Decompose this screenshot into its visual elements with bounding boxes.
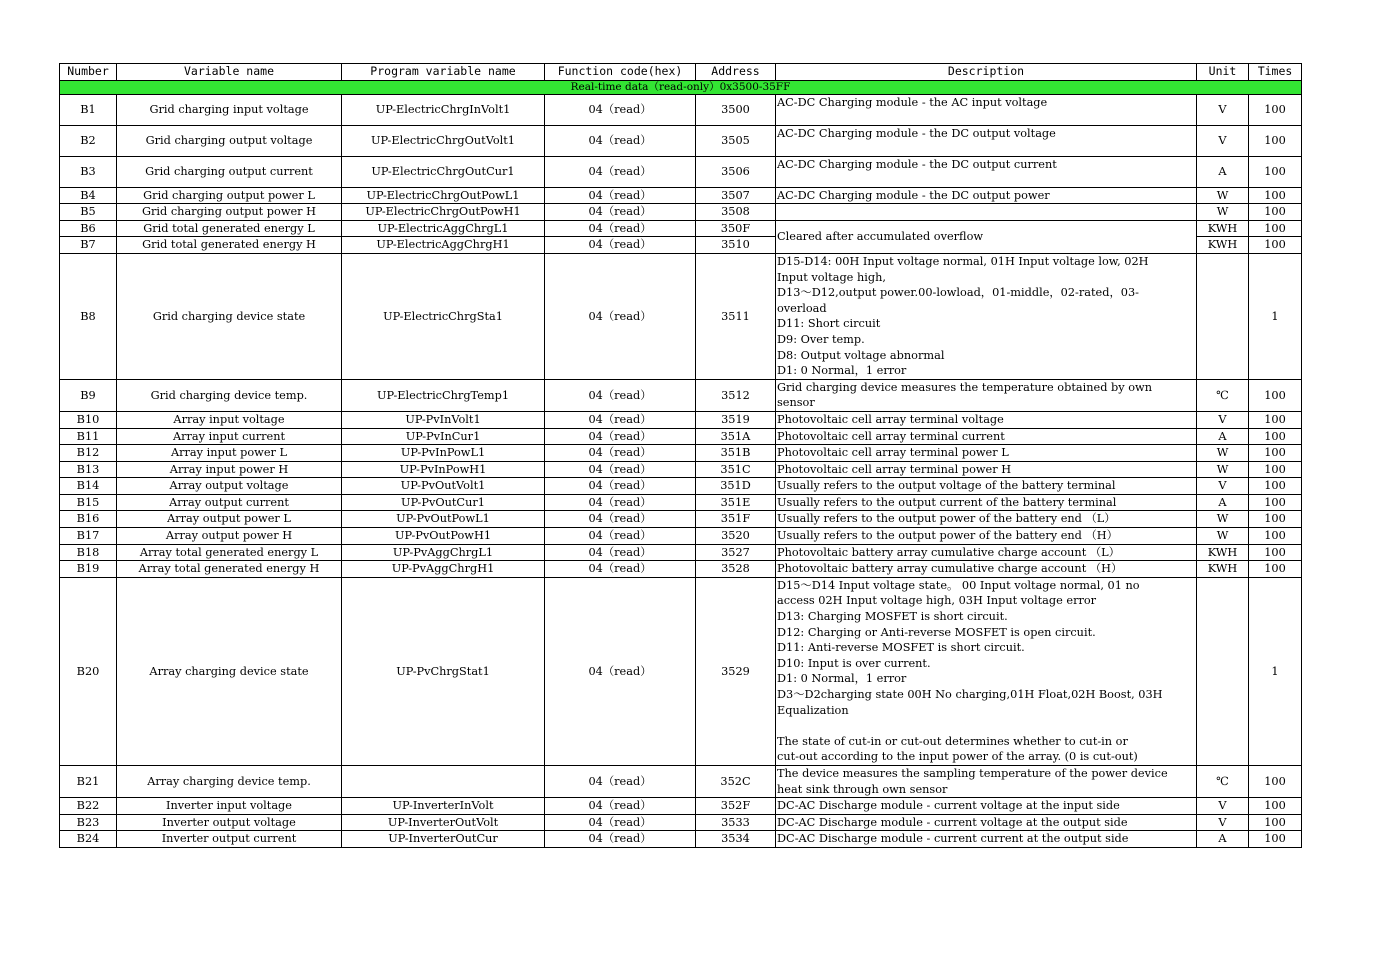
description-line: D11: Short circuit (777, 317, 881, 331)
cell-unit (1197, 577, 1249, 765)
cell-program-variable: UP-PvAggChrgH1 (342, 561, 545, 578)
cell-variable-name: Array input power L (117, 445, 342, 462)
cell-program-variable: UP-ElectricChrgOutCur1 (342, 156, 545, 187)
description-line: D10: Input is over current. (777, 656, 931, 670)
cell-function-code: 04（read） (545, 494, 696, 511)
cell-program-variable: UP-ElectricChrgSta1 (342, 253, 545, 379)
cell-description: AC-DC Charging module - the AC input voltage (776, 94, 1197, 125)
cell-times: 100 (1249, 528, 1302, 545)
cell-address: 3528 (696, 561, 776, 578)
cell-times: 100 (1249, 411, 1302, 428)
cell-times: 100 (1249, 478, 1302, 495)
cell-unit: V (1197, 798, 1249, 815)
cell-unit: V (1197, 94, 1249, 125)
cell-program-variable: UP-ElectricChrgOutPowL1 (342, 187, 545, 204)
cell-description: Photovoltaic cell array terminal voltage (776, 411, 1197, 428)
cell-description: Usually refers to the output power of the battery end （H） (776, 528, 1197, 545)
cell-address: 3510 (696, 237, 776, 254)
cell-unit: KWH (1197, 237, 1249, 254)
cell-program-variable: UP-PvInPowL1 (342, 445, 545, 462)
cell-function-code: 04（read） (545, 237, 696, 254)
table-row (60, 831, 1302, 848)
cell-description (776, 765, 1197, 797)
description-line: D11: Anti-reverse MOSFET is short circuit. (777, 641, 1025, 655)
table-row (60, 461, 1302, 478)
cell-variable-name: Grid charging output current (117, 156, 342, 187)
cell-address: 3512 (696, 379, 776, 411)
description-line: D8: Output voltage abnormal (777, 348, 945, 362)
cell-function-code: 04（read） (545, 94, 696, 125)
cell-unit: W (1197, 511, 1249, 528)
cell-address: 351E (696, 494, 776, 511)
header-program-variable-name: Program variable name (342, 64, 545, 81)
table-row (60, 94, 1302, 125)
cell-program-variable: UP-PvOutVolt1 (342, 478, 545, 495)
cell-program-variable: UP-ElectricAggChrgH1 (342, 237, 545, 254)
cell-variable-name: Grid charging device state (117, 253, 342, 379)
cell-description: DC-AC Discharge module - current current at the output side (776, 831, 1197, 848)
cell-times: 100 (1249, 511, 1302, 528)
cell-variable-name: Array charging device state (117, 577, 342, 765)
cell-address: 3508 (696, 204, 776, 221)
cell-program-variable: UP-PvInCur1 (342, 428, 545, 445)
cell-variable-name: Inverter output current (117, 831, 342, 848)
cell-times: 100 (1249, 831, 1302, 848)
description-line: D9: Over temp. (777, 332, 865, 346)
cell-function-code: 04（read） (545, 379, 696, 411)
section-row (60, 80, 1302, 94)
cell-function-code: 04（read） (545, 461, 696, 478)
table-row (60, 528, 1302, 545)
cell-address: 3507 (696, 187, 776, 204)
description-line: cut-out according to the input power of the array. (0 is cut-out) (777, 750, 1138, 764)
table-row (60, 561, 1302, 578)
cell-variable-name: Array charging device temp. (117, 765, 342, 797)
cell-number: B18 (60, 544, 117, 561)
cell-number: B19 (60, 561, 117, 578)
description-line: D13～D12,output power.00-lowload，01-middle，02-rated，03- (777, 286, 1139, 300)
cell-address: 3533 (696, 814, 776, 831)
cell-description: Photovoltaic cell array terminal current (776, 428, 1197, 445)
cell-unit: A (1197, 494, 1249, 511)
cell-variable-name: Grid charging output voltage (117, 125, 342, 156)
table-row (60, 204, 1302, 221)
cell-function-code: 04（read） (545, 220, 696, 237)
cell-function-code: 04（read） (545, 445, 696, 462)
cell-times: 100 (1249, 544, 1302, 561)
cell-program-variable: UP-InverterInVolt (342, 798, 545, 815)
description-line (777, 718, 1196, 734)
cell-number: B5 (60, 204, 117, 221)
cell-program-variable: UP-PvOutCur1 (342, 494, 545, 511)
description-line: D1: 0 Normal，1 error (777, 672, 907, 686)
table-row (60, 814, 1302, 831)
cell-address: 351C (696, 461, 776, 478)
description-line: The state of cut-in or cut-out determines whether to cut-in or (777, 734, 1128, 748)
cell-variable-name: Grid charging output power L (117, 187, 342, 204)
cell-number: B6 (60, 220, 117, 237)
description-line: heat sink through own sensor (777, 782, 948, 796)
cell-unit: W (1197, 528, 1249, 545)
cell-unit: W (1197, 187, 1249, 204)
cell-times: 100 (1249, 379, 1302, 411)
cell-address: 3534 (696, 831, 776, 848)
cell-times: 100 (1249, 187, 1302, 204)
table-row (60, 798, 1302, 815)
cell-variable-name: Array output power H (117, 528, 342, 545)
cell-unit: KWH (1197, 561, 1249, 578)
description-line: access 02H Input voltage high, 03H Input voltage error (777, 594, 1097, 608)
cell-description: AC-DC Charging module - the DC output voltage (776, 125, 1197, 156)
table-row (60, 411, 1302, 428)
cell-description: AC-DC Charging module - the DC output power (776, 187, 1197, 204)
cell-function-code: 04（read） (545, 411, 696, 428)
cell-description: Photovoltaic cell array terminal power H (776, 461, 1197, 478)
header-row (60, 64, 1302, 81)
cell-times: 100 (1249, 237, 1302, 254)
description-line: Equalization (777, 703, 849, 717)
cell-times: 100 (1249, 461, 1302, 478)
cell-function-code: 04（read） (545, 204, 696, 221)
cell-unit: KWH (1197, 220, 1249, 237)
cell-address: 3511 (696, 253, 776, 379)
table-row (60, 187, 1302, 204)
cell-description (776, 204, 1197, 221)
cell-variable-name: Grid total generated energy H (117, 237, 342, 254)
cell-times: 100 (1249, 561, 1302, 578)
cell-function-code: 04（read） (545, 544, 696, 561)
cell-description: DC-AC Discharge module - current voltage at the output side (776, 814, 1197, 831)
cell-variable-name: Grid charging output power H (117, 204, 342, 221)
cell-description: DC-AC Discharge module - current voltage at the input side (776, 798, 1197, 815)
cell-program-variable: UP-ElectricChrgOutVolt1 (342, 125, 545, 156)
table-row (60, 765, 1302, 797)
cell-number: B7 (60, 237, 117, 254)
cell-unit: KWH (1197, 544, 1249, 561)
cell-number: B8 (60, 253, 117, 379)
cell-times: 1 (1249, 253, 1302, 379)
cell-address: 352F (696, 798, 776, 815)
cell-number: B11 (60, 428, 117, 445)
description-line: D13: Charging MOSFET is short circuit. (777, 610, 1008, 624)
cell-number: B12 (60, 445, 117, 462)
table-row (60, 125, 1302, 156)
table-row (60, 511, 1302, 528)
table-row (60, 445, 1302, 462)
cell-number: B2 (60, 125, 117, 156)
header-unit: Unit (1197, 64, 1249, 81)
header-function-code: Function code(hex) (545, 64, 696, 81)
cell-times: 100 (1249, 220, 1302, 237)
description-line: D1: 0 Normal，1 error (777, 364, 907, 378)
cell-variable-name: Grid total generated energy L (117, 220, 342, 237)
cell-unit: W (1197, 445, 1249, 462)
table-row (60, 494, 1302, 511)
cell-times: 100 (1249, 798, 1302, 815)
cell-unit: V (1197, 411, 1249, 428)
description-line: sensor (777, 396, 815, 410)
cell-variable-name: Array total generated energy L (117, 544, 342, 561)
cell-address: 3527 (696, 544, 776, 561)
cell-function-code: 04（read） (545, 511, 696, 528)
header-number: Number (60, 64, 117, 81)
cell-description (776, 379, 1197, 411)
cell-unit: ℃ (1197, 379, 1249, 411)
cell-variable-name: Inverter output voltage (117, 814, 342, 831)
cell-description (776, 253, 1197, 379)
cell-description: Photovoltaic battery array cumulative charge account （H） (776, 561, 1197, 578)
cell-function-code: 04（read） (545, 577, 696, 765)
description-line: D15～D14 Input voltage state。 00 Input voltage normal, 01 no (777, 578, 1140, 592)
cell-unit: W (1197, 461, 1249, 478)
header-variable-name: Variable name (117, 64, 342, 81)
cell-unit: ℃ (1197, 765, 1249, 797)
header-address: Address (696, 64, 776, 81)
cell-program-variable: UP-PvInVolt1 (342, 411, 545, 428)
cell-number: B9 (60, 379, 117, 411)
cell-number: B16 (60, 511, 117, 528)
cell-program-variable: UP-PvOutPowL1 (342, 511, 545, 528)
header-description: Description (776, 64, 1197, 81)
table-row (60, 379, 1302, 411)
cell-function-code: 04（read） (545, 156, 696, 187)
table-row (60, 544, 1302, 561)
cell-unit: A (1197, 428, 1249, 445)
cell-number: B4 (60, 187, 117, 204)
cell-address: 3519 (696, 411, 776, 428)
cell-unit: V (1197, 814, 1249, 831)
cell-address: 351D (696, 478, 776, 495)
cell-times: 100 (1249, 428, 1302, 445)
cell-address: 350F (696, 220, 776, 237)
cell-unit: V (1197, 125, 1249, 156)
cell-variable-name: Array output current (117, 494, 342, 511)
cell-unit: W (1197, 204, 1249, 221)
cell-variable-name: Array output voltage (117, 478, 342, 495)
cell-times: 100 (1249, 814, 1302, 831)
cell-description: Usually refers to the output voltage of the battery terminal (776, 478, 1197, 495)
cell-unit: V (1197, 478, 1249, 495)
cell-description: Usually refers to the output current of the battery terminal (776, 494, 1197, 511)
cell-number: B21 (60, 765, 117, 797)
cell-number: B20 (60, 577, 117, 765)
cell-address: 3520 (696, 528, 776, 545)
cell-times: 1 (1249, 577, 1302, 765)
table-row (60, 577, 1302, 765)
description-line: D12: Charging or Anti-reverse MOSFET is open circuit. (777, 625, 1096, 639)
cell-function-code: 04（read） (545, 765, 696, 797)
cell-variable-name: Array input voltage (117, 411, 342, 428)
cell-times: 100 (1249, 445, 1302, 462)
cell-number: B3 (60, 156, 117, 187)
cell-variable-name: Array total generated energy H (117, 561, 342, 578)
cell-number: B23 (60, 814, 117, 831)
cell-function-code: 04（read） (545, 187, 696, 204)
cell-description: AC-DC Charging module - the DC output current (776, 156, 1197, 187)
cell-variable-name: Array output power L (117, 511, 342, 528)
cell-variable-name: Array input current (117, 428, 342, 445)
cell-unit: A (1197, 156, 1249, 187)
description-line: The device measures the sampling temperature of the power device (777, 766, 1168, 780)
cell-function-code: 04（read） (545, 561, 696, 578)
table-row (60, 428, 1302, 445)
cell-description: Usually refers to the output power of the battery end （L） (776, 511, 1197, 528)
cell-number: B14 (60, 478, 117, 495)
cell-program-variable: UP-ElectricChrgInVolt1 (342, 94, 545, 125)
table-row (60, 478, 1302, 495)
cell-number: B15 (60, 494, 117, 511)
cell-function-code: 04（read） (545, 253, 696, 379)
cell-address: 351F (696, 511, 776, 528)
description-line: Input voltage high, (777, 270, 886, 284)
cell-function-code: 04（read） (545, 478, 696, 495)
table-row (60, 253, 1302, 379)
cell-number: B13 (60, 461, 117, 478)
cell-times: 100 (1249, 156, 1302, 187)
cell-times: 100 (1249, 765, 1302, 797)
description-line: D3～D2charging state 00H No charging,01H Float,02H Boost, 03H (777, 688, 1163, 701)
header-times: Times (1249, 64, 1302, 81)
cell-times: 100 (1249, 204, 1302, 221)
cell-program-variable: UP-ElectricAggChrgL1 (342, 220, 545, 237)
cell-program-variable: UP-InverterOutVolt (342, 814, 545, 831)
cell-program-variable: UP-PvChrgStat1 (342, 577, 545, 765)
cell-number: B24 (60, 831, 117, 848)
cell-variable-name: Grid charging input voltage (117, 94, 342, 125)
cell-program-variable: UP-PvAggChrgL1 (342, 544, 545, 561)
cell-function-code: 04（read） (545, 814, 696, 831)
cell-description: Photovoltaic battery array cumulative charge account （L） (776, 544, 1197, 561)
cell-program-variable: UP-ElectricChrgOutPowH1 (342, 204, 545, 221)
cell-program-variable: UP-PvInPowH1 (342, 461, 545, 478)
cell-variable-name: Array input power H (117, 461, 342, 478)
cell-address: 3500 (696, 94, 776, 125)
cell-unit: A (1197, 831, 1249, 848)
cell-unit (1197, 253, 1249, 379)
cell-function-code: 04（read） (545, 125, 696, 156)
cell-description (776, 577, 1197, 765)
cell-program-variable: UP-InverterOutCur (342, 831, 545, 848)
cell-address: 3529 (696, 577, 776, 765)
cell-number: B10 (60, 411, 117, 428)
cell-times: 100 (1249, 125, 1302, 156)
cell-variable-name: Grid charging device temp. (117, 379, 342, 411)
cell-address: 3506 (696, 156, 776, 187)
cell-program-variable: UP-ElectricChrgTemp1 (342, 379, 545, 411)
table-row (60, 220, 1302, 237)
cell-address: 352C (696, 765, 776, 797)
cell-description: Photovoltaic cell array terminal power L (776, 445, 1197, 462)
cell-address: 351A (696, 428, 776, 445)
cell-function-code: 04（read） (545, 798, 696, 815)
cell-description: Cleared after accumulated overflow (776, 220, 1197, 253)
table-row (60, 156, 1302, 187)
cell-function-code: 04（read） (545, 428, 696, 445)
section-title: Real-time data（read-only）0x3500-35FF (60, 80, 1302, 94)
cell-address: 351B (696, 445, 776, 462)
cell-times: 100 (1249, 494, 1302, 511)
cell-times: 100 (1249, 94, 1302, 125)
register-table (59, 63, 1302, 848)
cell-program-variable: UP-PvOutPowH1 (342, 528, 545, 545)
description-line: overload (777, 301, 827, 315)
cell-number: B22 (60, 798, 117, 815)
cell-variable-name: Inverter input voltage (117, 798, 342, 815)
cell-function-code: 04（read） (545, 528, 696, 545)
description-line: D15-D14: 00H Input voltage normal, 01H Input voltage low, 02H (777, 254, 1149, 268)
cell-number: B17 (60, 528, 117, 545)
cell-address: 3505 (696, 125, 776, 156)
cell-number: B1 (60, 94, 117, 125)
description-line: Grid charging device measures the temperature obtained by own (777, 380, 1152, 394)
cell-function-code: 04（read） (545, 831, 696, 848)
cell-program-variable (342, 765, 545, 797)
